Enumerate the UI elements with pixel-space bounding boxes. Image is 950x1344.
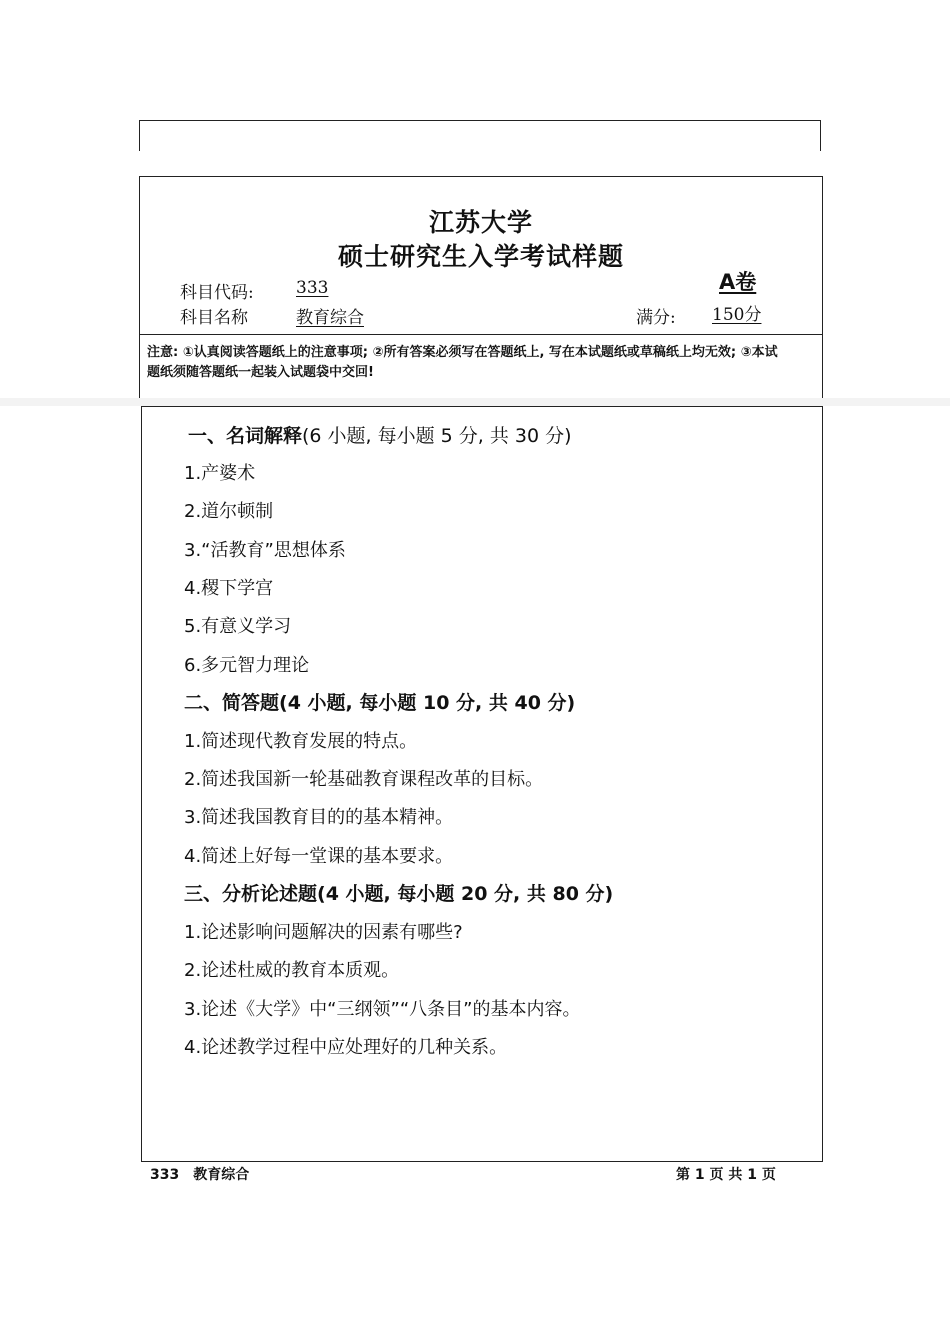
question-item: 1.产婆术 (184, 463, 256, 484)
footer-code: 333 (150, 1167, 180, 1183)
exam-title: 硕士研究生入学考试样题 (337, 242, 624, 271)
question-area (141, 406, 823, 1162)
question-item: 5.有意义学习 (184, 616, 292, 637)
section-heading (184, 879, 613, 906)
question-item: 4.简述上好每一堂课的基本要求。 (184, 846, 454, 867)
question-item: 3.论述《大学》中“三纲领”“八条目”的基本内容。 (184, 999, 581, 1020)
exam-header (139, 176, 823, 399)
section-title: 二、简答题 (184, 692, 280, 714)
question-item: 1.简述现代教育发展的特点。 (184, 731, 418, 752)
question-item: 4.论述教学过程中应处理好的几种关系。 (184, 1037, 508, 1058)
question-item: 2.道尔顿制 (184, 501, 274, 522)
subject-code: 333 (296, 278, 329, 298)
top-frame (139, 120, 821, 151)
section-note: (4 小题, 每小题 20 分, 共 80 分) (317, 883, 614, 905)
header-divider (140, 334, 822, 335)
question-item: 2.简述我国新一轮基础教育课程改革的目标。 (184, 769, 544, 790)
question-item: 3.简述我国教育目的的基本精神。 (184, 807, 454, 828)
question-item: 6.多元智力理论 (184, 655, 310, 676)
footer-page-info: 第 1 页 共 1 页 (676, 1167, 776, 1183)
footer-subject (150, 1164, 263, 1184)
section-title: 三、分析论述题 (184, 883, 318, 905)
section-note: (4 小题, 每小题 10 分, 共 40 分) (279, 692, 576, 714)
question-item: 2.论述杜威的教育本质观。 (184, 960, 400, 981)
question-item: 3.“活教育”思想体系 (184, 540, 346, 561)
university-name: 江苏大学 (428, 208, 533, 237)
paper-version: A卷 (719, 270, 757, 294)
question-item: 4.稷下学宫 (184, 578, 274, 599)
section-title: 一、名词解释 (188, 425, 303, 447)
exam-notice: 注意: ①认真阅读答题纸上的注意事项; ②所有答案必须写在答题纸上, 写在本试题纸或草稿纸上均无效; ③本试题纸须随答题纸一起装入试题袋中交回! (147, 345, 778, 380)
scan-seam (0, 398, 950, 406)
full-score-label: 满分: (636, 308, 676, 328)
footer-subject-name: 教育综合 (193, 1167, 250, 1183)
subject-name: 教育综合 (296, 308, 364, 328)
subject-code-label: 科目代码: (180, 283, 254, 303)
full-score: 150分 (712, 305, 762, 325)
section-heading (184, 688, 575, 715)
subject-name-label: 科目名称 (180, 308, 248, 328)
section-heading (188, 421, 572, 448)
section-note: (6 小题, 每小题 5 分, 共 30 分) (302, 425, 572, 447)
question-item: 1.论述影响问题解决的因素有哪些? (184, 922, 463, 943)
